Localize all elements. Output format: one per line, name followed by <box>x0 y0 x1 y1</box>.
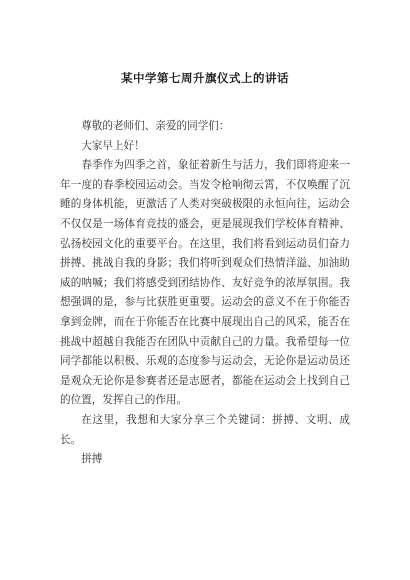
document-body <box>60 117 350 470</box>
document-title: 某中学第七周升旗仪式上的讲话 <box>121 71 289 85</box>
greeting: 大家早上好！ <box>81 139 145 152</box>
paragraph-1: 春季作为四季之首，象征着新生与活力，我们即将迎来一年一度的春季校园运动会。当发令枪响彻云霄，不仅唤醒了沉睡的身体机能，更激活了人类对突破极限的永恒向往，运动会不仅仅是一场体育竞技的盛会，更是展现我们学校体育精神、弘扬校园文化的重要平台。在这里，我们将看到运动员们奋力拼搏、挑战自我的身影；我们将听到观众们热情洋溢、加油助威的呐喊；我们将感受到团结协作、友好竞争的浓厚氛围。我想强调的是，参与比获胜更重要。运动会的意义不在于你能否拿到金牌，而在于你能否在比赛中展现出自己的风采，能否在挑战中超越自我能否在团队中贡献自己的力量。我希望每一位同学都能以积极、乐观的态度参与运动会，无论你是运动员还是观众无论你是参赛者还是志愿者，都能在运动会上找到自己的位置，发挥自己的作用。 <box>60 159 350 407</box>
section-heading: 拼搏 <box>81 453 103 466</box>
paragraph-2: 在这里，我想和大家分享三个关键词：拼搏、文明、成长。 <box>60 413 350 446</box>
salutation: 尊敬的老师们、亲爱的同学们： <box>81 120 230 132</box>
